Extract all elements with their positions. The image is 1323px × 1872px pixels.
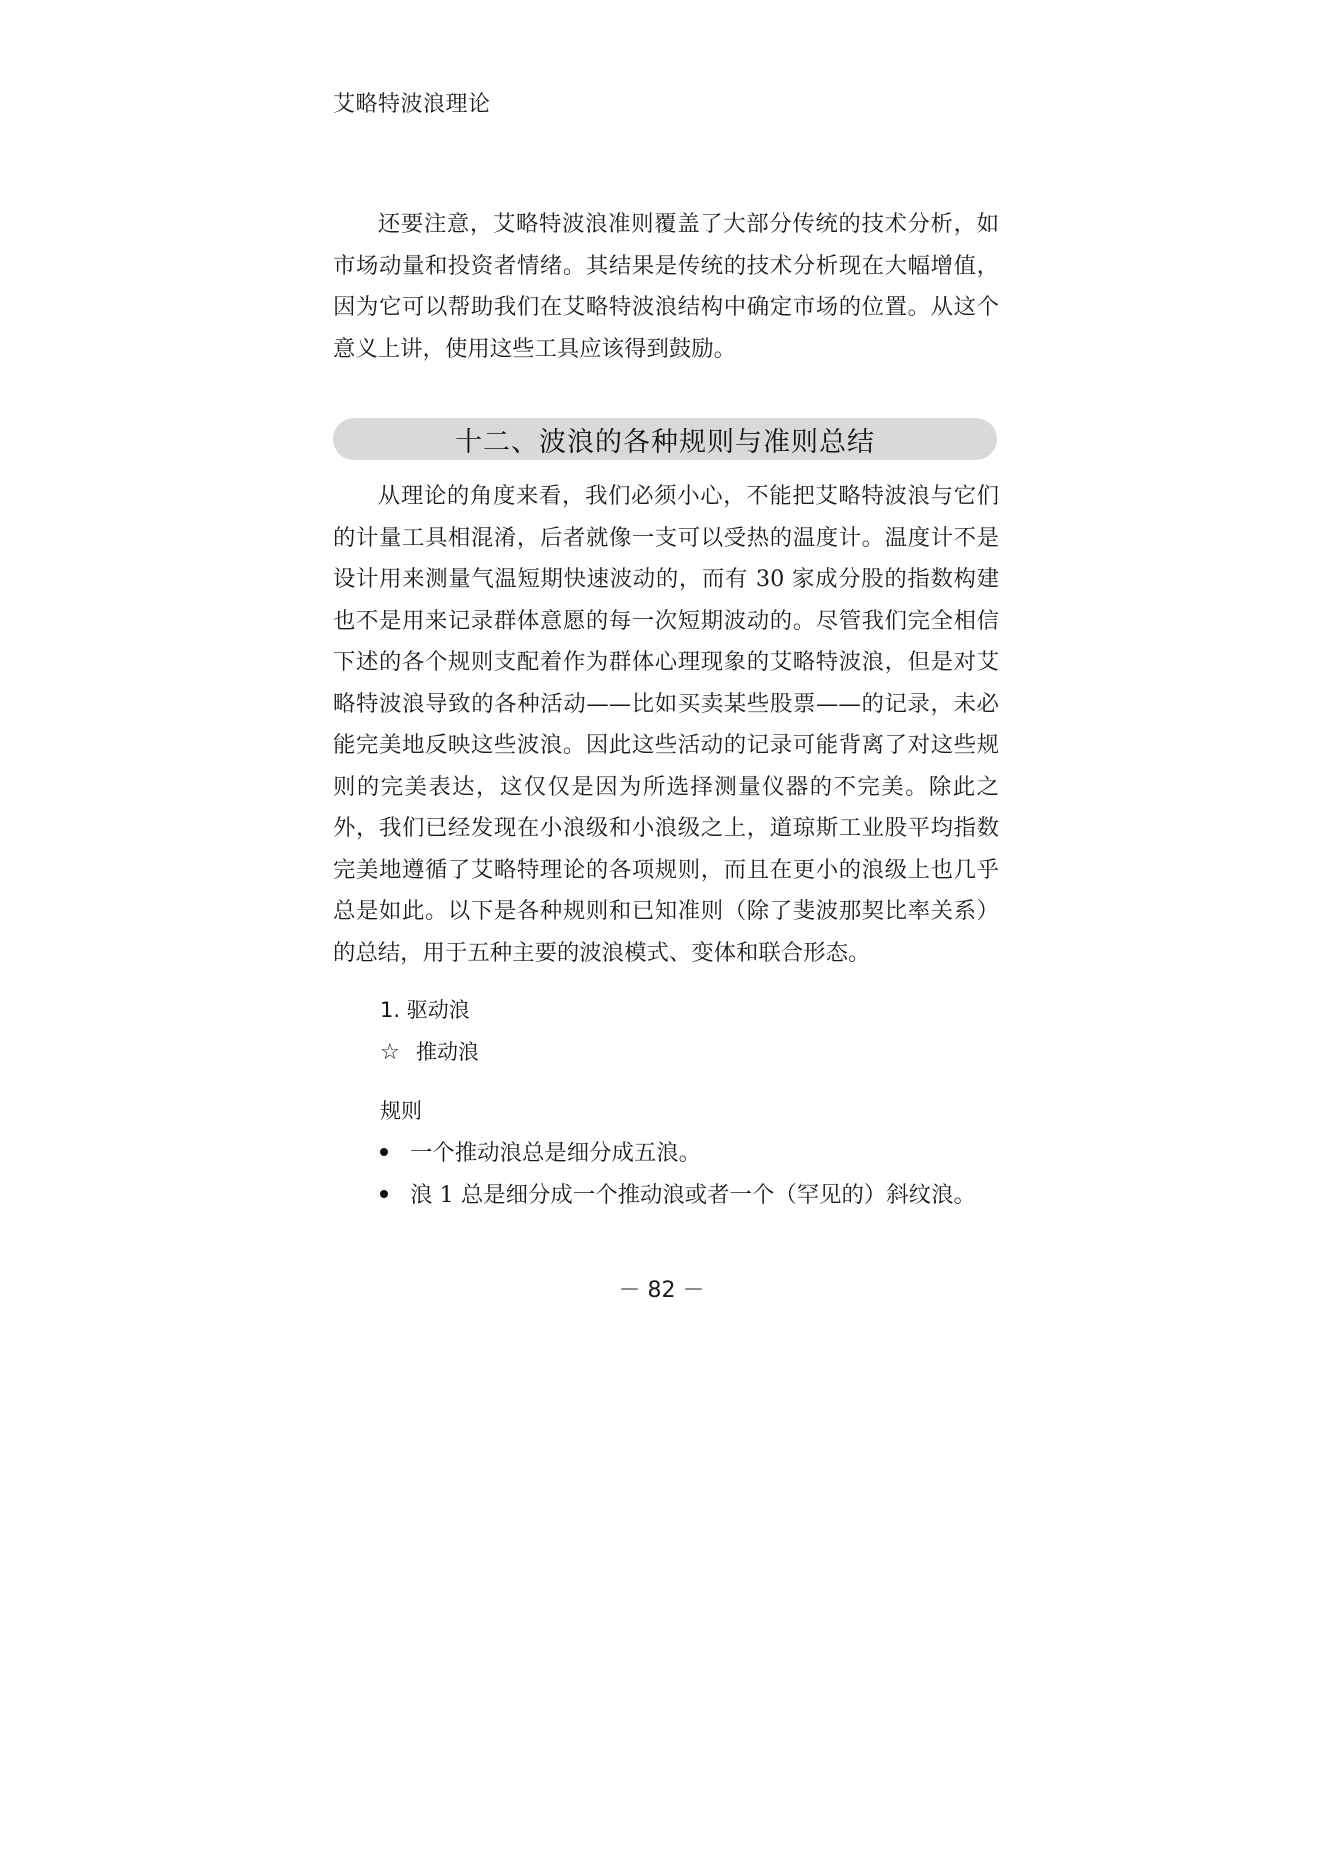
section-heading: 十二、波浪的各种规则与准则总结 — [455, 426, 875, 458]
star-outline-icon: ☆ — [380, 1040, 400, 1065]
subheading-rules: 规则 — [380, 1099, 422, 1123]
bullet-dot-icon — [380, 1148, 388, 1156]
subheading-impulse-wave — [380, 1037, 479, 1068]
subheading-impulse-label: 推动浪 — [416, 1040, 479, 1064]
bullet-dot-icon — [380, 1190, 388, 1198]
body-paragraph-1: 还要注意，艾略特波浪准则覆盖了大部分传统的技术分析，如市场动量和投资者情绪。其结果是传统的技术分析现在大幅增值，因为它可以帮助我们在艾略特波浪结构中确定市场的位置。从这个意义上讲，使用这些工具应该得到鼓励。 — [333, 211, 999, 362]
running-header: 艾略特波浪理论 — [333, 92, 491, 117]
list-item-text: 一个推动浪总是细分成五浪。 — [410, 1140, 702, 1166]
subheading-motive-wave: 1. 驱动浪 — [380, 998, 470, 1022]
section-heading-band — [333, 418, 997, 460]
list-item — [380, 1138, 701, 1168]
page-number: － 82 － — [618, 1278, 705, 1303]
body-paragraph-2: 从理论的角度来看，我们必须小心，不能把艾略特波浪与它们的计量工具相混淆，后者就像一支可以受热的温度计。温度计不是设计用来测量气温短期快速波动的，而有 30 家成分股的指数构建也不是用来记录群体意愿的每一次短期波动的。尽管我们完全相信下述的各个规则支配着作为群体心理现象的艾略特波浪，但是对艾略特波浪导致的各种活动——比如买卖某些股票——的记录，未必能完美地反映这些波浪。因此这些活动的记录可能背离了对这些规则的完美表达，这仅仅是因为所选择测量仪器的不完美。除此之外，我们已经发现在小浪级和小浪级之上，道琼斯工业股平均指数完美地遵循了艾略特理论的各项规则，而且在更小的浪级上也几乎总是如此。以下是各种规则和已知准则（除了斐波那契比率关系）的总结，用于五种主要的波浪模式、变体和联合形态。 — [333, 483, 999, 966]
list-item-text: 浪 1 总是细分成一个推动浪或者一个（罕见的）斜纹浪。 — [410, 1182, 976, 1208]
list-item — [380, 1180, 976, 1210]
